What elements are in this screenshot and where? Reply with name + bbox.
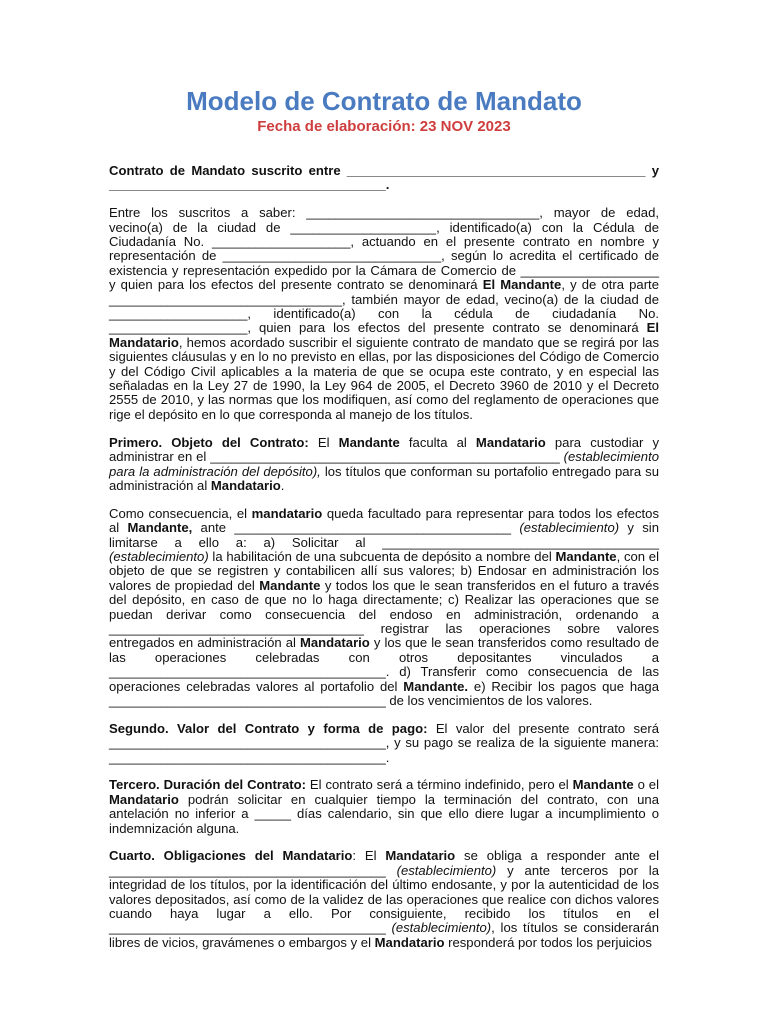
text-run: para custodiar y administrar en el ________________________________________________ bbox=[109, 434, 660, 465]
document-body bbox=[109, 164, 659, 950]
text-run: e) Recibir los pagos que haga ______________________________________ de los vencimientos de los valores. bbox=[109, 678, 659, 708]
text-run: : El bbox=[352, 848, 386, 864]
text-run: Entre los suscritos a saber: ________________________________, mayor de edad, vecino(a) de la ciudad de ____________________, identificado(a) con la Cédula de Ciudadanía No. ___________________, actuando en el presente contrato en nombre y representación de ______________________________, según lo acredita el certificado de existencia y representación expedido por la Cámara de Comercio de ___________________ y quien para los efectos del presente contrato se denominará bbox=[109, 205, 659, 293]
text-run: Mandante bbox=[555, 548, 617, 564]
text-run: Mandatario bbox=[385, 848, 456, 864]
text-run: Mandatario bbox=[475, 434, 546, 450]
text-run: responderá por todos los perjuicios bbox=[444, 934, 652, 950]
text-run: la habilitación de una subcuenta de depósito a nombre del bbox=[208, 548, 556, 564]
text-run: , y de otra parte ________________________________, también mayor de edad, vecino(a) de la ciudad de ___________________, identificado(a) con la cédula de ciudadanía No. ___________________, quien para los efectos del presente contrato se denominará bbox=[109, 277, 659, 336]
paragraph-1 bbox=[109, 206, 659, 422]
paragraph-0 bbox=[109, 164, 659, 193]
text-run: (establecimiento) bbox=[396, 862, 497, 878]
text-run: y ante terceros por la integridad de los títulos, por la identificación del último endosante, y por la autenticidad de los valores depositados, así como de la validez de las operaciones que realice con dichos valores cuando haya lugar a ello. Por consiguiente, recibido los títulos en el ______________________________________ bbox=[109, 862, 659, 936]
paragraph-5 bbox=[109, 778, 659, 836]
text-run: Mandatario bbox=[374, 934, 445, 950]
paragraph-6 bbox=[109, 849, 659, 950]
text-run: y todos los que le sean transferidos en el futuro a través del depósito, en caso de que no lo haga directamente; c) Realizar las operaciones que se puedan derivar como consecuencia del endoso en administración, ordenando a ___________________________________ registrar las operaciones sobre valores entregados en administración al bbox=[109, 577, 659, 651]
text-run: Mandante bbox=[338, 434, 400, 450]
text-run: Segundo. Valor del Contrato y forma de pago: bbox=[109, 720, 428, 736]
text-run: o el bbox=[633, 777, 660, 793]
text-run: El Mandante bbox=[482, 277, 562, 293]
text-run: , con el objeto de que se registren y contabilicen allí sus valores; b) Endosar en administración los valores de propiedad del bbox=[109, 548, 659, 593]
text-run: se obliga a responder ante el ______________________________________ bbox=[109, 848, 659, 878]
text-run: Mandatario bbox=[299, 635, 370, 651]
paragraph-3 bbox=[109, 507, 659, 709]
text-run: El valor del presente contrato será ______________________________________, y su pago se realiza de la siguiente manera: ______________________________________. bbox=[109, 720, 659, 765]
text-run: (establecimiento) bbox=[391, 920, 492, 936]
text-run: podrán solicitar en cualquier tiempo la terminación del contrato, con una antelación no inferior a _____ días calendario, sin que ello diere lugar a incumplimiento o indemnización alguna. bbox=[109, 791, 659, 836]
text-run: El contrato será a término indefinido, pero el bbox=[306, 777, 573, 793]
text-run: El bbox=[308, 434, 339, 450]
text-run: Mandante bbox=[259, 577, 321, 593]
text-run: mandatario bbox=[251, 505, 323, 521]
text-run: El Mandatario bbox=[109, 320, 659, 350]
text-run: (establecimiento) bbox=[519, 520, 620, 536]
text-run: Mandante. bbox=[403, 678, 469, 694]
paragraph-2 bbox=[109, 436, 659, 494]
text-run: Contrato de Mandato suscrito entre _________________________________________ y ______________________________________. bbox=[109, 163, 659, 193]
text-run: y sin limitarse a ello a: a) Solicitar al ______________________________________ bbox=[109, 520, 659, 550]
text-run: Primero. Objeto del Contrato: bbox=[109, 434, 309, 450]
text-run: , hemos acordado suscribir el siguiente contrato de mandato que se regirá por las siguientes cláusulas y en lo no previsto en ellas, por las disposiciones del Código de Comercio y del Código Civil aplicables a la materia de que se ocupa este contrato, y en especial las señaladas en la Ley 27 de 1990, la Ley 964 de 2005, el Decreto 3960 de 2010 y el Decreto 2555 de 2010, y las normas que los modifiquen, así como del reglamento de operaciones que rige el depósito en lo que corresponda al manejo de los títulos. bbox=[109, 334, 659, 422]
text-run: los títulos que conforman su portafolio entregado para su administración al bbox=[109, 463, 659, 493]
text-run: (establecimiento para la administración del depósito), bbox=[109, 449, 659, 479]
document-title: Modelo de Contrato de Mandato bbox=[186, 86, 582, 116]
text-run: queda facultado para representar para todos los efectos al bbox=[109, 505, 659, 536]
text-run: ante ______________________________________ bbox=[192, 520, 520, 536]
text-run: Mandatario bbox=[109, 791, 179, 807]
text-run: Cuarto. Obligaciones del Mandatario bbox=[109, 848, 353, 864]
text-run: (establecimiento) bbox=[109, 548, 209, 564]
text-run: Mandante bbox=[572, 777, 634, 793]
text-run: , los títulos se considerarán libres de vicios, gravámenes o embargos y el bbox=[109, 920, 659, 950]
text-run: Mandatario bbox=[210, 477, 281, 493]
text-run: . bbox=[280, 477, 285, 493]
document-date: Fecha de elaboración: 23 NOV 2023 bbox=[257, 118, 511, 135]
text-run: y los que le sean transferidos como resultado de las operaciones celebradas con otros depositantes vinculados a ______________________________________. d) Transferir como consecuencia de las operaciones celebradas valores al portafolio del bbox=[109, 635, 659, 694]
text-run: faculta al bbox=[399, 434, 476, 450]
text-run: Tercero. Duración del Contrato: bbox=[109, 777, 306, 793]
paragraph-4 bbox=[109, 722, 659, 765]
text-run: Mandante, bbox=[127, 520, 193, 536]
text-run: Como consecuencia, el bbox=[109, 505, 252, 521]
